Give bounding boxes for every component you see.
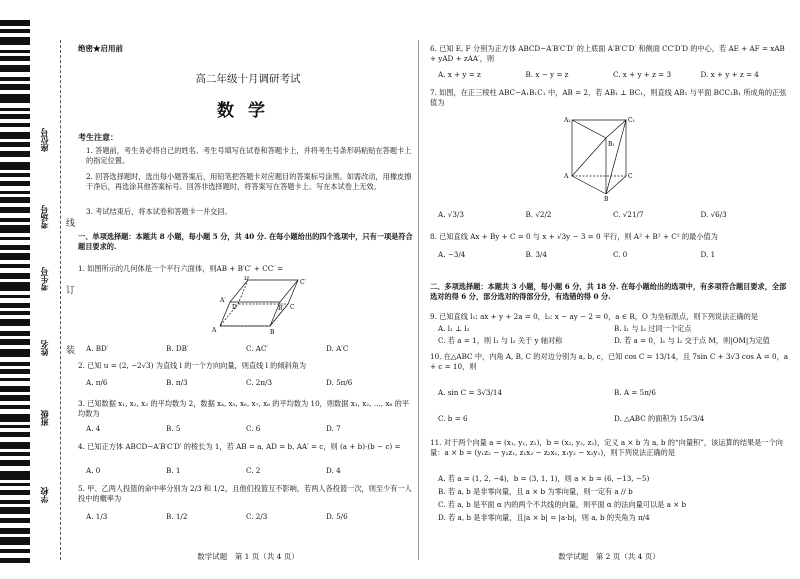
option: C. √21/7 [613,210,644,219]
fig1-label-D1: D′ [244,276,251,282]
question-9-stem: 9. 已知直线 l₁: ax + y + 2a = 0，l₂: x − ay − 2 = 0，a ∈ R，O 为坐标原点，则下列说法正确的是 [430,312,759,321]
option: A. 0 [86,466,101,475]
barcode-bar [0,549,30,553]
notice-item: 1. 答题前，考生务必将自己的姓名、考生号填写在试卷和答题卡上，并将考生号条形码粘贴在答题卡上的指定位置。 [86,146,412,165]
option: A. 4 [86,424,101,433]
barcode-bar [0,20,30,26]
barcode-bar [0,56,30,61]
option: A. BD′ [86,344,109,353]
barcode-bar [0,378,30,381]
page-2-footer: 数学试题 第 2 页（共 4 页） [558,552,660,561]
question-8-stem: 8. 已知直线 Ax + By + C = 0 与 x + √3y − 3 = 0 平行，则 A² + B² + C² 的最小值为 [430,232,718,241]
option: A. π/6 [86,378,108,387]
option: B. A = 5π/6 [614,388,656,397]
barcode-bar [0,483,30,486]
question-11-stem: 11. 对于两个向量 a = (x₁, y₁, z₁)，b = (x₂, y₂, z₂)，定义 a × b 为 a, b 的“向量积”，该运算的结果是一个向量：a × b = (y₁z₂ − y₂z₁, z₁x₂ − z₂x₁, x₁y₂ − x₂y₁)，则下列说法正确的是 [430,438,783,457]
barcode-bar [0,537,30,545]
barcode-bar [0,331,30,336]
option: A. −3/4 [438,250,466,259]
option: C. 0 [613,250,628,259]
option: A. 若 a = (1, 2, −4)，b = (3, 1, 1)，则 a × b = (6, −13, −5) [438,474,650,483]
barcode-bar [0,319,30,326]
fig7-label-C1: C₁ [628,117,635,124]
barcode-bar [0,94,30,103]
cut-line [60,40,61,560]
barcode-bar [0,362,30,366]
option: D. 5π/6 [326,378,353,387]
barcode-bar [0,151,30,157]
notice-title: 考生注意： [78,132,118,142]
barcode-bar [0,349,30,357]
option: C. b = 6 [438,414,468,423]
page-1-footer: 数学试题 第 1 页（共 4 页） [197,552,299,561]
fig7-label-A: A [564,173,569,180]
seat-number-label: 座位号 [39,128,49,152]
page-divider [418,40,419,560]
option: D. x + y + z = 4 [700,70,759,79]
option: B. π/3 [166,378,188,387]
barcode-bar [0,142,30,147]
option: B. x − y = z [525,70,569,79]
option: C. 6 [246,424,261,433]
barcode-bar [0,253,30,260]
barcode-bar [0,114,30,119]
question-1-options [86,344,406,354]
school-label: 学校 [39,487,49,503]
fig1-label-B1: B′ [278,305,284,312]
barcode-bar [0,490,30,495]
barcode-bar [0,162,30,170]
option: B. 3/4 [525,250,547,259]
barcode-bar [0,173,30,177]
fig1-label-A1: A′ [220,297,226,304]
question-2-stem: 2. 已知 u = (2, −2√3) 为直线 l 的一个方向向量，则直线 l 的倾斜角为 [78,361,307,370]
question-5-options [86,512,406,522]
barcode-bar [0,245,30,250]
subject-title: 数学 [217,101,279,121]
barcode-bar [0,528,30,534]
question-10-stem: 10. 在△ABC 中，内角 A, B, C 的对边分别为 a, b, c，已知 cos C = 13/14，且 7sin C + 3√3 cos A = 0，a + c = 10，则 [430,352,789,371]
option: D. △ABC 的面积为 15√3/4 [614,414,705,423]
section1-title: 一、单项选择题：本题共 8 小题，每小题 5 分，共 40 分. 在每小题给出的四个选项中，只有一项是符合题目要求的. [78,232,413,251]
exam-room-label: 考场号 [39,205,49,229]
notice-item: 3. 考试结束后，将本试卷和答题卡一并交回。 [86,207,232,216]
barcode-bar [0,405,30,409]
page-2 [424,0,794,579]
barcode-bar [0,282,30,291]
option: C. 若 a = 1，则 l₁ 与 l₂ 关于 y 轴对称 [438,336,563,345]
barcode-bar [0,452,30,456]
section2-title: 二、多项选择题：本题共 3 小题，每小题 6 分，共 18 分. 在每小题给出的选项中，有多项符合题目要求，全部选对的得 6 分，部分选对的得部分分，有选错的得 0 分. [430,282,787,301]
question-4-options [86,466,406,476]
barcode-bar [0,395,30,401]
barcode-bar [0,77,30,81]
fig7-label-A1: A₁ [564,117,571,124]
barcode-bar [0,295,30,298]
barcode-bar [0,225,30,233]
barcode-bar [0,191,30,194]
option: D. 1 [700,250,716,259]
option: D. A′C [326,344,349,353]
barcode-bar [0,37,30,45]
barcode-bar [0,558,30,563]
question-7-options [438,210,788,220]
question-8-options [438,250,788,260]
fig1-label-B: B [270,329,275,336]
barcode-bar [0,207,30,213]
option: B. l₁ 与 l₂ 过同一个定点 [614,324,692,333]
question-3-stem: 3. 已知数据 x₁, x₂, x₃ 的平均数为 2，数据 x₄, x₅, x₆, x₇, x₈ 的平均数为 10，则数据 x₁, x₂, …, x₈ 的平均数为 [78,399,410,418]
barcode-strip [0,0,34,579]
fig1-label-A: A [212,327,217,334]
option: D. 若 a = 0，l₁ 与 l₂ 交于点 M，则|OM|为定值 [614,336,770,345]
question-6-options [438,70,788,80]
barcode-bar [0,471,30,480]
option: A. √3/3 [438,210,464,219]
barcode-bar [0,369,30,374]
option: C. AC′ [246,344,269,353]
option: C. x + y + z = 3 [613,70,672,79]
barcode-bar [0,442,30,449]
barcode-bar [0,311,30,315]
fig7-label-C: C [628,173,633,180]
class-label: 班级 [39,410,49,426]
option: B. DB′ [166,344,189,353]
secret-label: 绝密★启用前 [78,44,123,53]
binding-strip [0,0,78,579]
parallelepiped-figure [208,276,318,338]
barcode-bar [0,425,30,428]
question-3-options [86,424,406,434]
fig7-label-B1: B₁ [608,141,615,148]
option: D. 4 [326,466,341,475]
barcode-bar [0,65,30,72]
cut-mark-bind: 订 [64,285,74,294]
option: A. 1/3 [86,512,108,521]
option: B. 1/2 [166,512,188,521]
barcode-bar [0,197,30,203]
question-6-stem: 6. 已知 E, F 分别为正方体 ABCD−A′B′C′D′ 的上底面 A′B′C′D′ 和侧面 CC′D′D 的中心，若 AE + AF = xAB + yAD + zAA′，则 [430,44,785,63]
barcode-bar [0,29,30,33]
option: C. 2π/3 [246,378,273,387]
barcode-bar [0,339,30,345]
exam-title: 高二年级十月调研考试 [195,73,301,85]
option: B. √2/2 [525,210,552,219]
fig1-label-D: D [232,304,237,311]
option: A. l₁ ⊥ l₂ [438,324,470,333]
option: D. 5/6 [326,512,348,521]
page-1 [78,0,418,579]
cut-mark-line: 线 [64,218,74,227]
barcode-bar [0,460,30,466]
option: D. 若 a, b 是非零向量，且|a × b| = |a·b|，则 a, b 的夹角为 π/4 [438,513,650,522]
barcode-bar [0,507,30,514]
question-2-options [86,378,406,388]
barcode-bar [0,218,30,222]
barcode-bar [0,414,30,422]
barcode-bar [0,237,30,240]
notice-item: 2. 回答选择题时，选出每小题答案后，用铅笔把答题卡对应题目的答案标号涂黑。如需改动，用橡皮擦干净后，再选涂其他答案标号。回答非选择题时，将答案写在答题卡上。写在本试卷上无效。 [86,172,412,191]
option: A. sin C = 3√3/14 [438,388,503,397]
barcode-bar [0,303,30,308]
barcode-bar [0,386,30,392]
prism-figure [564,110,654,202]
barcode-bar [0,123,30,127]
barcode-bar [0,273,30,279]
barcode-bar [0,518,30,523]
option: A. x + y = z [438,70,481,79]
option: C. 若 a, b 是平面 α 内的两个不共线的向量，则平面 α 的法向量可以是 a × b [438,500,687,509]
barcode-bar [0,84,30,90]
cut-mark-pack: 装 [64,345,74,354]
barcode-bar [0,432,30,437]
option: D. √6/3 [700,210,727,219]
option: C. 2 [246,466,261,475]
name-label: 姓名 [39,340,49,356]
option: C. 2/3 [246,512,268,521]
fig1-label-C1: C′ [300,279,306,286]
option: B. 5 [166,424,181,433]
barcode-bar [0,181,30,186]
question-5-stem: 5. 甲、乙两人投篮的命中率分别为 2/3 和 1/2，且他们投篮互不影响，若两人各投篮一次，则至少有一人投中的概率为 [78,484,412,503]
question-7-stem: 7. 如图，在正三棱柱 ABC−A₁B₁C₁ 中，AB = 2，若 AB₁ ⊥ BC₁，则直线 AB₁ 与平面 BCC₁B₁ 所成角的正弦值为 [430,88,787,107]
barcode-bar [0,264,30,268]
option: D. 7 [326,424,341,433]
option: B. 1 [166,466,181,475]
barcode-bar [0,500,30,504]
option: B. 若 a, b 是非零向量，且 a × b 为零向量，则一定有 a // b [438,487,633,496]
barcode-bar [0,132,30,139]
candidate-number-label: 考生号 [39,267,49,291]
fig1-label-C: C [290,304,295,311]
barcode-bar [0,108,30,111]
barcode-bar [0,50,30,53]
fig7-label-B: B [604,196,609,202]
question-1-stem: 1. 如图所示的几何体是一个平行六面体，则AB + B′C′ + CC′ = [78,264,284,273]
question-4-stem: 4. 已知正方体 ABCD−A′B′C′D′ 的棱长为 1，若 AB = a, AD = b, AA′ = c，则 (a + b)·(b − c) = [78,442,401,451]
